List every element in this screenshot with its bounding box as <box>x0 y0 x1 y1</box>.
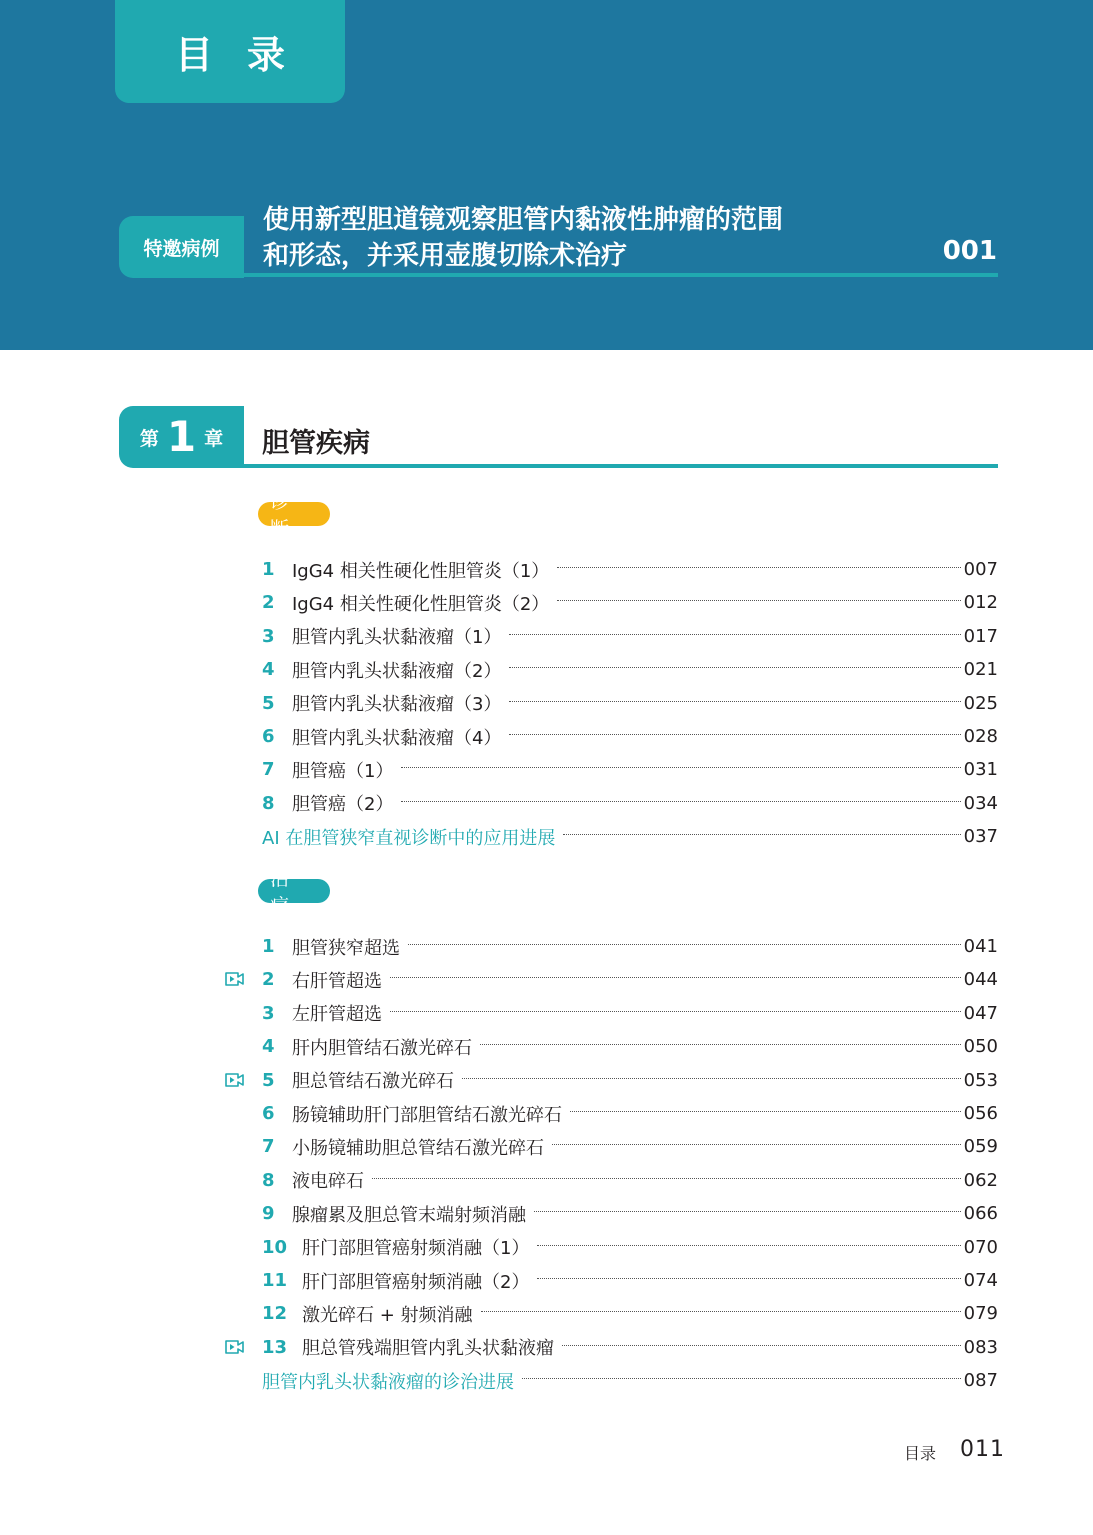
dot-leader <box>522 1378 961 1379</box>
toc-entry-diagnosis[interactable] <box>262 687 998 720</box>
dot-leader <box>509 667 960 668</box>
chapter-title[interactable]: 胆管疾病 <box>262 428 370 459</box>
chapter-badge <box>119 406 244 468</box>
toc-entry-page: 059 <box>963 1136 998 1158</box>
treatment-section-label: 治疗 <box>258 879 330 903</box>
dot-leader <box>509 634 960 635</box>
toc-entry-number: 12 <box>262 1303 288 1325</box>
toc-entry-title: 胆管内乳头状黏液瘤（1） <box>292 627 502 649</box>
toc-entry-number: 3 <box>262 625 275 647</box>
toc-entry-treatment[interactable] <box>262 1097 998 1130</box>
toc-entry-number: 5 <box>262 1069 275 1091</box>
toc-entry-number: 8 <box>262 1169 275 1191</box>
toc-entry-treatment[interactable] <box>262 1130 998 1163</box>
dot-leader <box>563 834 960 835</box>
chapter-number: 1 <box>166 412 197 461</box>
toc-entry-treatment[interactable] <box>262 1197 998 1230</box>
dot-leader <box>552 1144 961 1145</box>
toc-entry-title: IgG4 相关性硬化性胆管炎（2） <box>292 593 550 615</box>
toc-entry-title: 肝门部胆管癌射频消融（1） <box>302 1238 530 1260</box>
toc-entry-title: 胆总管结石激光碎石 <box>292 1071 454 1093</box>
dot-leader <box>401 801 960 802</box>
toc-entry-diagnosis[interactable] <box>262 653 998 686</box>
toc-entry-page: 050 <box>963 1036 998 1058</box>
toc-entry-number: 4 <box>262 659 275 681</box>
toc-entry-number: 6 <box>262 1103 275 1124</box>
toc-entry-diagnosis[interactable] <box>262 787 998 820</box>
toc-entry-title: AI 在胆管狭窄直视诊断中的应用进展 <box>262 827 556 849</box>
toc-entry-number: 10 <box>262 1236 288 1258</box>
toc-entry-treatment[interactable] <box>262 1264 998 1297</box>
toc-entry-diagnosis[interactable] <box>262 753 998 786</box>
toc-entry-title: 小肠镜辅助胆总管结石激光碎石 <box>292 1137 544 1159</box>
toc-entry-number: 11 <box>262 1270 288 1291</box>
toc-entry-treatment-summary[interactable] <box>262 1364 998 1397</box>
toc-entry-number: 2 <box>262 969 275 991</box>
toc-entry-diagnosis[interactable] <box>262 620 998 653</box>
special-case-page: 001 <box>942 236 997 266</box>
toc-entry-page: 083 <box>963 1336 998 1358</box>
toc-entry-number: 13 <box>262 1336 288 1358</box>
video-play-icon[interactable] <box>224 971 246 987</box>
chapter-prefix: 第 <box>139 427 159 450</box>
toc-entry-page: 031 <box>963 759 998 781</box>
toc-entry-title: 胆总管残端胆管内乳头状黏液瘤 <box>302 1338 554 1360</box>
toc-entry-treatment[interactable] <box>262 1164 998 1197</box>
toc-entry-page: 037 <box>963 826 998 848</box>
dot-leader <box>390 977 961 978</box>
dot-leader <box>570 1111 961 1112</box>
toc-header-tab: 目录 <box>115 0 345 103</box>
dot-leader <box>462 1078 961 1079</box>
toc-entry-title: 胆管内乳头状黏液瘤（2） <box>292 660 502 682</box>
toc-entry-page: 070 <box>963 1236 998 1258</box>
toc-entry-number: 5 <box>262 692 275 714</box>
dot-leader <box>509 734 960 735</box>
toc-entry-number: 1 <box>262 559 275 580</box>
toc-entry-number: 1 <box>262 936 275 957</box>
toc-entry-treatment[interactable] <box>262 1231 998 1264</box>
toc-entry-title: 激光碎石 + 射频消融 <box>302 1304 473 1326</box>
special-case-badge: 特邀病例 <box>119 216 244 278</box>
video-play-icon[interactable] <box>224 1339 246 1355</box>
toc-entry-page: 066 <box>963 1203 998 1225</box>
toc-entry-page: 053 <box>963 1069 998 1091</box>
toc-entry-page: 017 <box>963 625 998 647</box>
toc-entry-diagnosis-summary[interactable] <box>262 820 998 853</box>
dot-leader <box>534 1211 961 1212</box>
footer-section-label: 目录 <box>904 1444 937 1463</box>
toc-entry-title: IgG4 相关性硬化性胆管炎（1） <box>292 560 550 582</box>
toc-entry-page: 025 <box>963 692 998 714</box>
toc-entry-title: 液电碎石 <box>292 1171 364 1193</box>
toc-entry-page: 012 <box>963 592 998 614</box>
toc-entry-number: 6 <box>262 726 275 747</box>
toc-entry-treatment[interactable] <box>262 1064 998 1097</box>
dot-leader <box>480 1044 961 1045</box>
toc-entry-diagnosis[interactable] <box>262 586 998 619</box>
toc-entry-treatment[interactable] <box>262 930 998 963</box>
toc-entry-number: 3 <box>262 1002 275 1024</box>
toc-entry-number: 2 <box>262 592 275 614</box>
special-case-rule <box>244 273 998 277</box>
toc-entry-page: 062 <box>963 1169 998 1191</box>
toc-entry-page: 087 <box>963 1370 998 1392</box>
dot-leader <box>390 1011 961 1012</box>
toc-entry-treatment[interactable] <box>262 997 998 1030</box>
toc-entry-page: 047 <box>963 1002 998 1024</box>
toc-entry-title: 右肝管超选 <box>292 970 382 992</box>
toc-entry-title: 胆管癌（2） <box>292 794 394 816</box>
toc-entry-page: 007 <box>963 559 998 580</box>
dot-leader <box>509 701 960 702</box>
toc-entry-page: 079 <box>963 1303 998 1325</box>
toc-entry-treatment[interactable] <box>262 1030 998 1063</box>
toc-entry-page: 021 <box>963 659 998 681</box>
toc-entry-treatment[interactable] <box>262 963 998 996</box>
dot-leader <box>408 944 961 945</box>
toc-entry-number: 7 <box>262 759 275 781</box>
dot-leader <box>481 1311 961 1312</box>
dot-leader <box>557 600 960 601</box>
toc-entry-title: 胆管内乳头状黏液瘤的诊治进展 <box>262 1371 514 1393</box>
toc-entry-title: 胆管癌（1） <box>292 760 394 782</box>
toc-entry-number: 9 <box>262 1203 275 1225</box>
toc-entry-title: 左肝管超选 <box>292 1004 382 1026</box>
toc-entry-title: 肠镜辅助肝门部胆管结石激光碎石 <box>292 1104 562 1126</box>
chapter-rule <box>244 464 998 468</box>
toc-entry-title: 肝门部胆管癌射频消融（2） <box>302 1271 530 1293</box>
special-case-title-line1: 使用新型胆道镜观察胆管内黏液性肿瘤的范围 <box>263 205 784 235</box>
toc-entry-diagnosis[interactable] <box>262 553 998 586</box>
special-case-title[interactable] <box>263 202 998 274</box>
toc-entry-page: 034 <box>963 792 998 814</box>
toc-entry-number: 7 <box>262 1136 275 1158</box>
toc-entry-page: 056 <box>963 1103 998 1124</box>
toc-entry-diagnosis[interactable] <box>262 720 998 753</box>
toc-entry-title: 肝内胆管结石激光碎石 <box>292 1037 472 1059</box>
toc-entry-title: 胆管内乳头状黏液瘤（3） <box>292 694 502 716</box>
video-play-icon[interactable] <box>224 1072 246 1088</box>
toc-entry-page: 044 <box>963 969 998 991</box>
toc-entry-title: 胆管狭窄超选 <box>292 937 400 959</box>
toc-entry-number: 8 <box>262 792 275 814</box>
dot-leader <box>401 767 960 768</box>
toc-entry-page: 028 <box>963 726 998 747</box>
toc-entry-title: 腺瘤累及胆总管末端射频消融 <box>292 1204 526 1226</box>
dot-leader <box>372 1178 961 1179</box>
toc-entry-treatment[interactable] <box>262 1331 998 1364</box>
dot-leader <box>557 567 960 568</box>
dot-leader <box>537 1278 960 1279</box>
diagnosis-section-label: 诊断 <box>258 502 330 526</box>
dot-leader <box>537 1245 960 1246</box>
toc-entry-number: 4 <box>262 1036 275 1058</box>
footer-page-number: 011 <box>960 1437 1005 1462</box>
toc-entry-page: 074 <box>963 1270 998 1291</box>
toc-entry-treatment[interactable] <box>262 1297 998 1330</box>
chapter-suffix: 章 <box>204 427 224 450</box>
special-case-title-line2: 和形态，并采用壶腹切除术治疗 <box>263 241 628 271</box>
toc-entry-title: 胆管内乳头状黏液瘤（4） <box>292 727 502 749</box>
toc-entry-page: 041 <box>963 936 998 957</box>
dot-leader <box>562 1345 961 1346</box>
